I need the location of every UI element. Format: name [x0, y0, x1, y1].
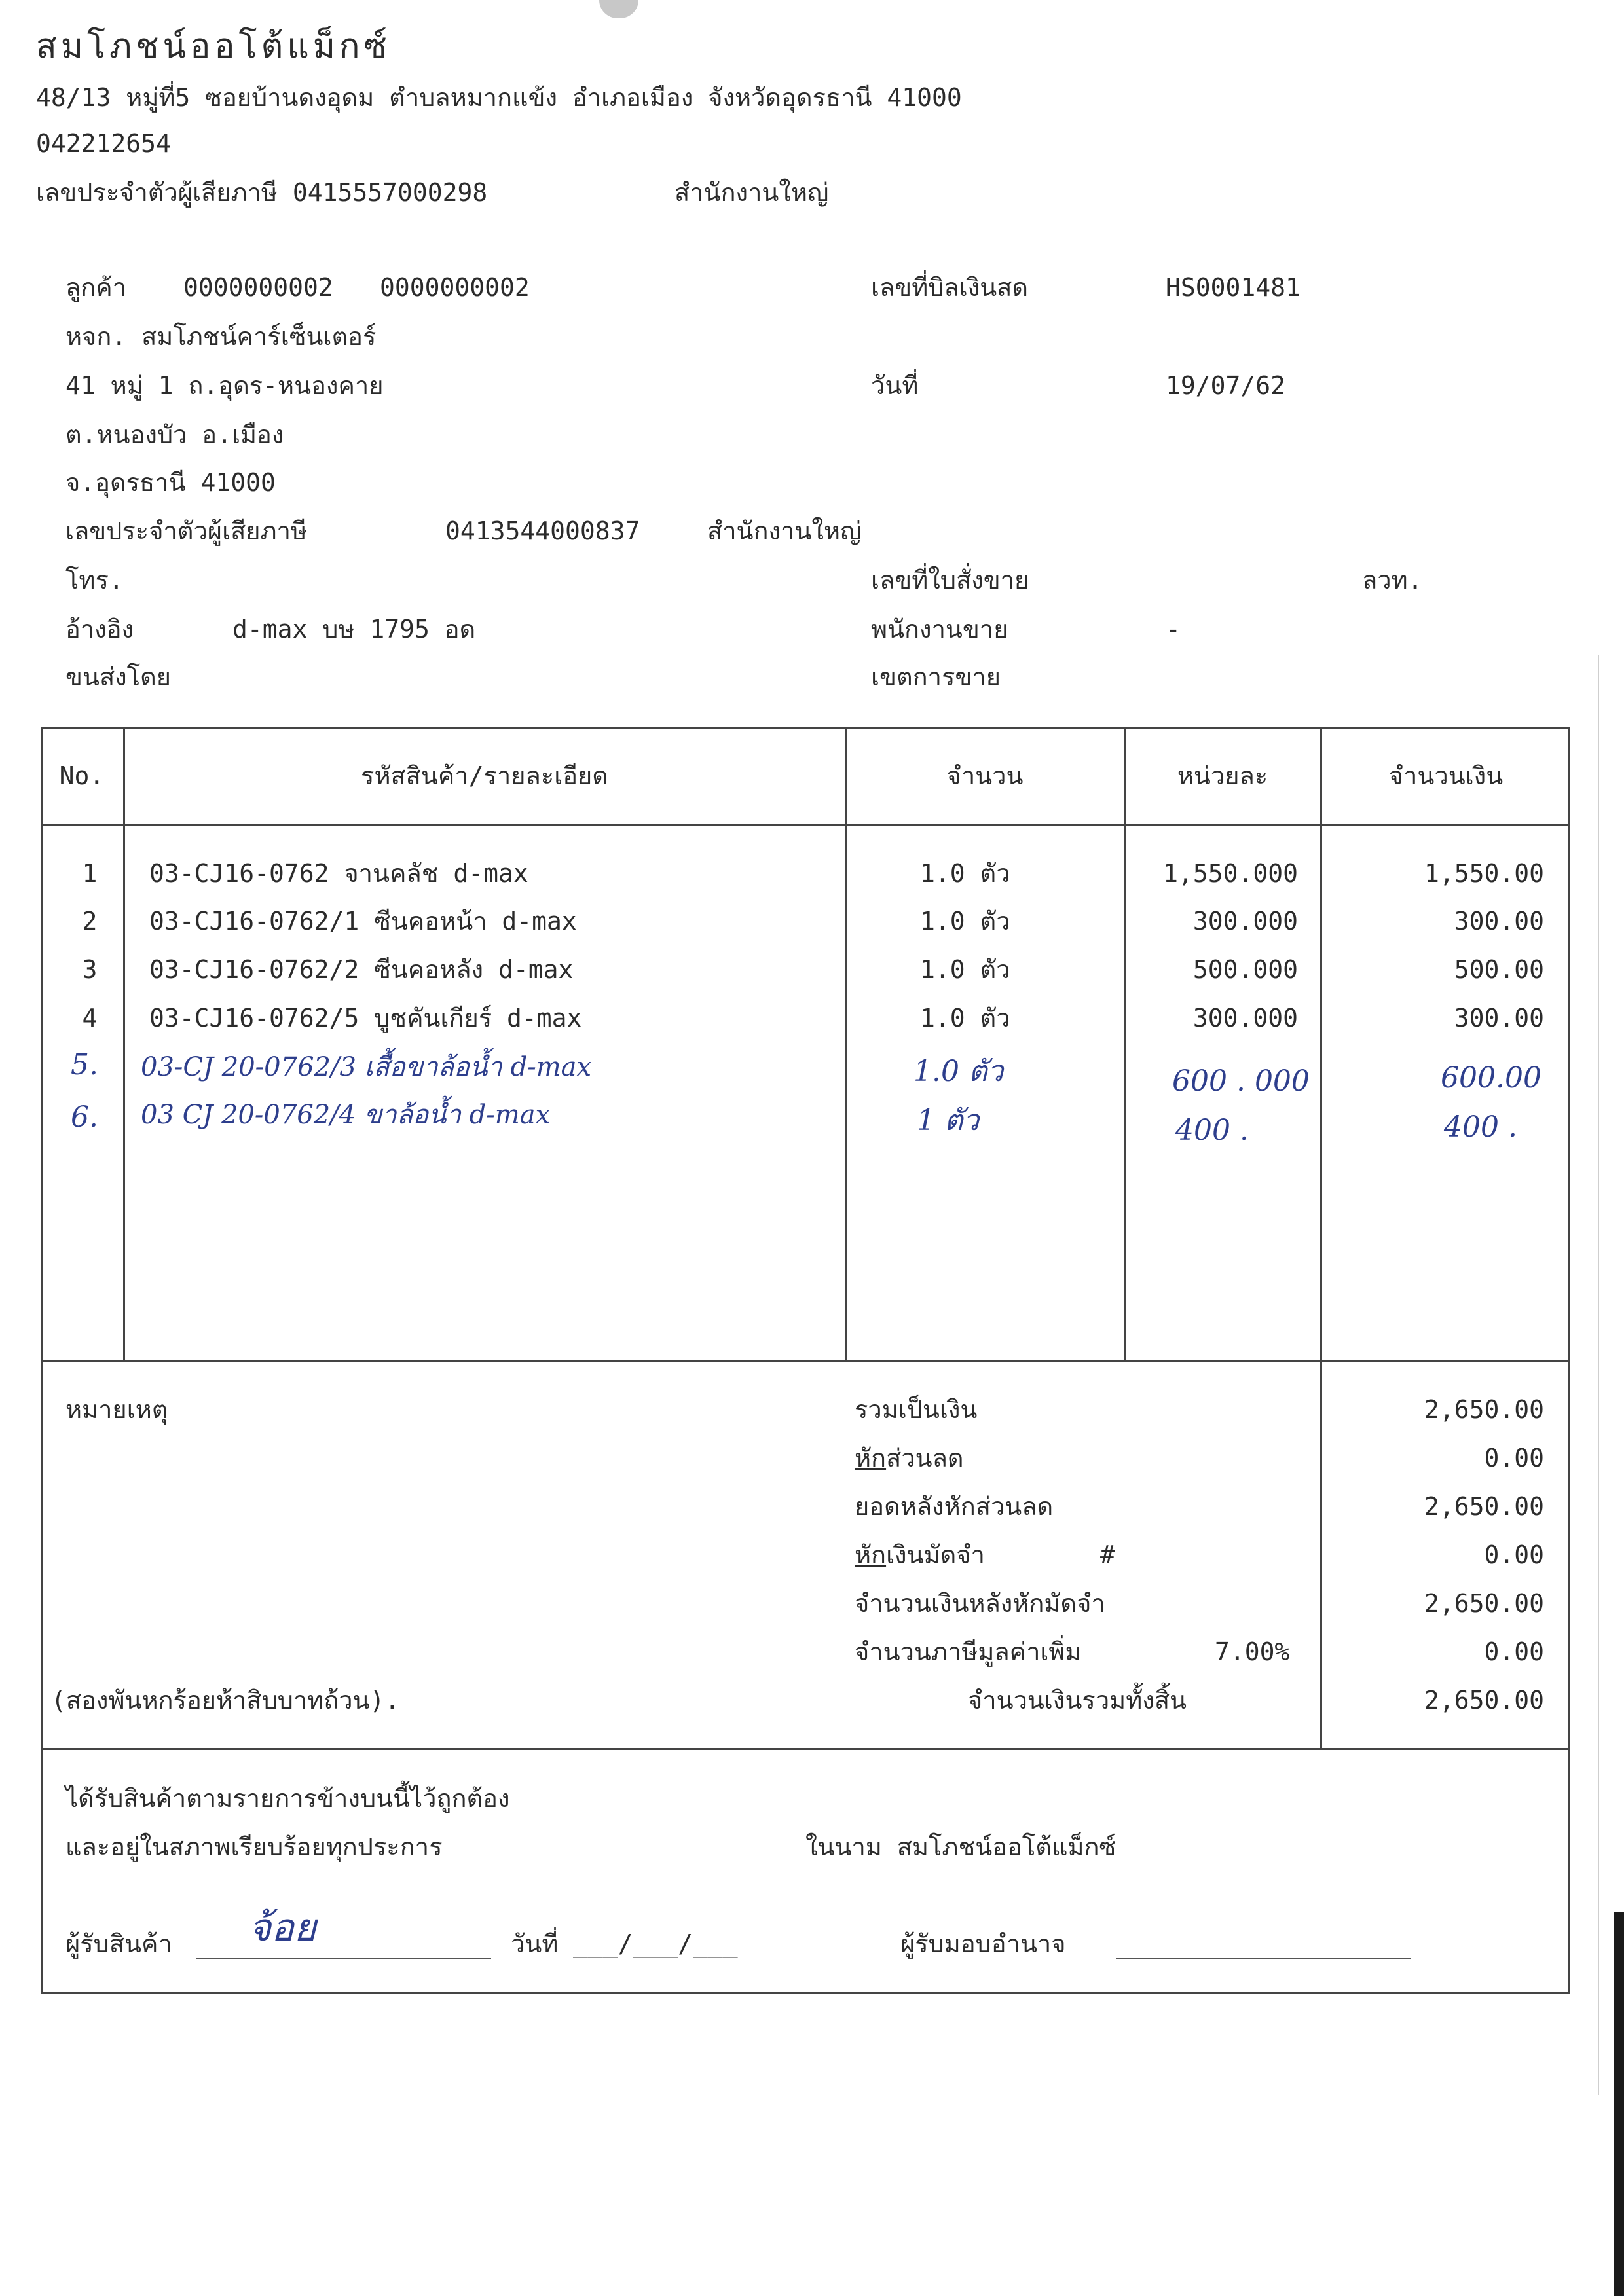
- subtotal-label: รวมเป็นเงิน: [855, 1395, 978, 1424]
- summary-bottom-divider: [41, 1748, 1570, 1750]
- reference-value: d-max บษ 1795 อด: [232, 615, 476, 644]
- deposit-text: เงินมัดจำ: [886, 1540, 985, 1569]
- receiver-signature: จ้อย: [249, 1905, 316, 1950]
- sales-order-label: เลขที่ใบสั่งขาย: [871, 566, 1029, 594]
- row-unit-price: 1,550.000: [1163, 859, 1298, 888]
- deduct-prefix: หัก: [855, 1540, 887, 1569]
- sales-area-label: เขตการขาย: [871, 663, 1001, 691]
- after-deposit-value: 2,650.00: [1424, 1589, 1544, 1618]
- row-amount: 300.00: [1454, 907, 1544, 936]
- deposit-label: [855, 1542, 985, 1567]
- receiver-label: ผู้รับสินค้า: [65, 1929, 172, 1958]
- items-bottom-divider: [41, 1360, 1570, 1362]
- customer-label: ลูกค้า: [65, 273, 127, 302]
- row-no: 3: [82, 955, 98, 984]
- col-divider-qty: [1124, 727, 1126, 1362]
- row-description: 03-CJ16-0762/2 ซีนคอหลัง d-max: [149, 955, 574, 984]
- after-discount-value: 2,650.00: [1424, 1492, 1544, 1521]
- row-unit-price: 600 . 000: [1172, 1065, 1310, 1098]
- paper-smudge: [599, 0, 638, 18]
- discount-value: 0.00: [1484, 1444, 1544, 1472]
- after-deposit-label: จำนวนเงินหลังหักมัดจำ: [855, 1589, 1105, 1618]
- grand-total-label: จำนวนเงินรวมทั้งสิ้น: [968, 1686, 1187, 1715]
- company-address: 48/13 หมู่ที่5 ซอยบ้านดงอุดม ตำบลหมากแข้ง อำเภอเมือง จังหวัดอุดรธานี 41000: [36, 83, 962, 112]
- col-divider-desc: [845, 727, 847, 1362]
- col-divider-no: [123, 727, 125, 1362]
- on-behalf-of: ในนาม สมโภชน์ออโต้แม็กซ์: [805, 1832, 1116, 1861]
- receive-date-blank: ___/___/___: [573, 1929, 738, 1958]
- reference-label: อ้างอิง: [65, 615, 134, 644]
- customer-tax-label: เลขประจำตัวผู้เสียภาษี: [65, 517, 307, 545]
- shipping-label: ขนส่งโดย: [65, 663, 172, 691]
- company-phone: 042212654: [36, 129, 171, 158]
- row-no: 4: [82, 1004, 98, 1032]
- row-amount: 600.00: [1441, 1061, 1541, 1095]
- customer-code-1: 0000000002: [183, 273, 333, 302]
- header-amount: จำนวนเงิน: [1388, 761, 1504, 790]
- customer-tax-id: 0413544000837: [445, 517, 640, 545]
- authorized-signature-line: [1116, 1958, 1411, 1959]
- row-description: 03-CJ16-0762/5 บูชคันเกียร์ d-max: [149, 1004, 582, 1032]
- bill-date-label: วันที่: [871, 371, 919, 400]
- row-no: 5.: [71, 1048, 98, 1082]
- row-amount: 1,550.00: [1424, 859, 1544, 888]
- bill-number-value: HS0001481: [1166, 273, 1301, 302]
- header-unit-price: หน่วยละ: [1177, 761, 1268, 790]
- customer-address-2: ต.หนองบัว อ.เมือง: [65, 420, 284, 449]
- received-statement-1: ได้รับสินค้าตามรายการข้างบนนี้ไว้ถูกต้อง: [65, 1784, 510, 1813]
- row-unit-price: 500.000: [1192, 955, 1298, 984]
- row-no: 1: [82, 859, 98, 888]
- receive-date-label: วันที่: [511, 1929, 559, 1958]
- scan-edge: [1614, 1912, 1624, 2296]
- company-branch: สำนักงานใหญ่: [674, 178, 829, 207]
- scan-edge-line: [1598, 655, 1599, 2095]
- vat-label: จำนวนภาษีมูลค่าเพิ่ม: [855, 1637, 1082, 1666]
- discount-label: [855, 1446, 964, 1470]
- row-unit-price: 400 .: [1175, 1114, 1249, 1147]
- row-description: 03 CJ 20-0762/4 ขาล้อน้ำ d-max: [141, 1100, 551, 1130]
- row-amount: 500.00: [1454, 955, 1544, 984]
- row-quantity: 1.0 ตัว: [920, 859, 1010, 888]
- discount-text: ส่วนลด: [886, 1444, 964, 1472]
- salesperson-value: -: [1166, 615, 1181, 644]
- company-name: สมโภชน์ออโต้แม็กซ์: [36, 27, 391, 66]
- row-quantity: 1.0 ตัว: [913, 1055, 1004, 1088]
- deposit-value: 0.00: [1484, 1540, 1544, 1569]
- deposit-marker: #: [1100, 1540, 1115, 1569]
- grand-total-value: 2,650.00: [1424, 1686, 1544, 1715]
- row-amount: 300.00: [1454, 1004, 1544, 1032]
- row-unit-price: 300.000: [1192, 1004, 1298, 1032]
- header-no: No.: [59, 761, 105, 790]
- customer-code-2: 0000000002: [380, 273, 530, 302]
- row-unit-price: 300.000: [1192, 907, 1298, 936]
- row-description: 03-CJ 20-0762/3 เสื้อขาล้อน้ำ d-max: [141, 1052, 592, 1082]
- row-quantity: 1.0 ตัว: [920, 1004, 1010, 1032]
- customer-address-1: 41 หมู่ 1 ถ.อุดร-หนองคาย: [65, 371, 384, 400]
- bill-date-value: 19/07/62: [1166, 371, 1286, 400]
- received-statement-2: และอยู่ในสภาพเรียบร้อยทุกประการ: [65, 1832, 443, 1861]
- header-description: รหัสสินค้า/รายละเอียด: [361, 761, 608, 790]
- remark-label: หมายเหตุ: [65, 1395, 168, 1424]
- row-description: 03-CJ16-0762/1 ซีนคอหน้า d-max: [149, 907, 577, 936]
- row-description: 03-CJ16-0762 จานคลัช d-max: [149, 859, 528, 888]
- customer-address-3: จ.อุดรธานี 41000: [65, 468, 276, 497]
- row-quantity: 1.0 ตัว: [920, 907, 1010, 936]
- deduct-prefix: หัก: [855, 1444, 887, 1472]
- col-divider-unit: [1320, 727, 1322, 1749]
- customer-phone-label: โทร.: [65, 566, 124, 594]
- amount-in-words: (สองพันหกร้อยห้าสิบบาทถ้วน).: [51, 1686, 400, 1715]
- customer-branch: สำนักงานใหญ่: [707, 517, 862, 545]
- salesperson-label: พนักงานขาย: [871, 615, 1008, 644]
- after-discount-label: ยอดหลังหักส่วนลด: [855, 1492, 1054, 1521]
- vat-rate: 7.00%: [1215, 1637, 1290, 1666]
- row-no: 2: [82, 907, 98, 936]
- row-no: 6.: [71, 1101, 98, 1134]
- authorized-label: ผู้รับมอบอำนาจ: [900, 1929, 1066, 1958]
- customer-name: หจก. สมโภชน์คาร์เซ็นเตอร์: [65, 322, 377, 351]
- vat-value: 0.00: [1484, 1637, 1544, 1666]
- row-quantity: 1 ตัว: [917, 1104, 980, 1137]
- sales-order-suffix: ลวท.: [1362, 566, 1423, 594]
- receiver-signature-line: [196, 1958, 491, 1959]
- bill-number-label: เลขที่บิลเงินสด: [871, 273, 1029, 302]
- row-quantity: 1.0 ตัว: [920, 955, 1010, 984]
- header-divider: [41, 824, 1570, 826]
- company-tax-id: เลขประจำตัวผู้เสียภาษี 0415557000298: [36, 178, 488, 207]
- row-amount: 400 .: [1444, 1110, 1517, 1144]
- subtotal-value: 2,650.00: [1424, 1395, 1544, 1424]
- header-quantity: จำนวน: [946, 761, 1024, 790]
